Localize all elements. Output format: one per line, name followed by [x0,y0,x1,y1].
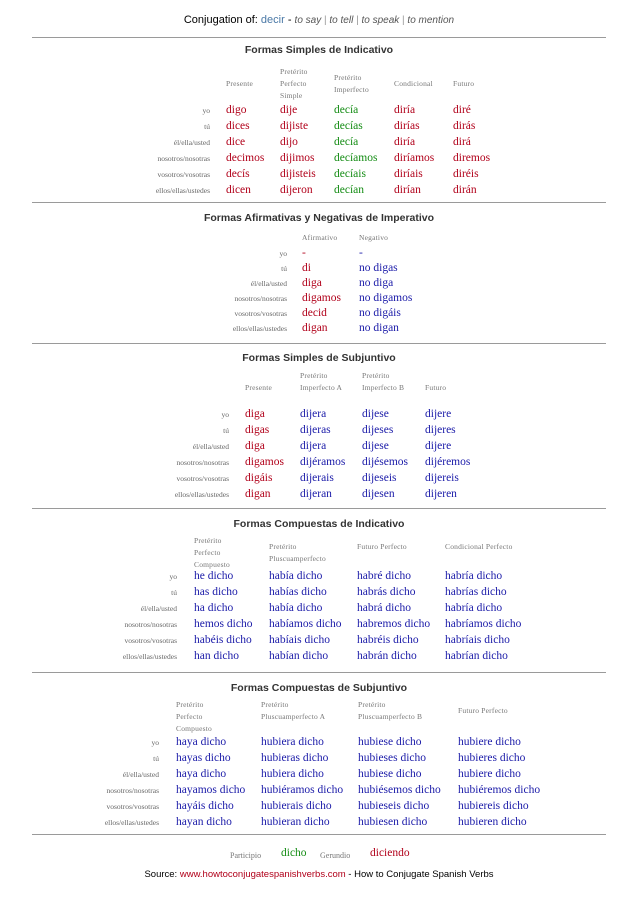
conjugation-cell: habremos dicho [357,618,431,630]
conjugation-cell: habrán dicho [357,650,417,662]
conjugation-cell: habrías dicho [445,586,507,598]
column-header: Futuro [425,383,447,392]
page-header [0,14,638,26]
pronoun-label: ellos/ellas/ustedes [174,490,229,499]
conjugation-cell: dijeren [425,488,457,500]
pronoun-label: nosotros/nosotras [124,620,177,629]
conjugation-cell: han dicho [194,650,240,662]
conjugation-cell: decía [334,104,359,116]
pronoun-label: vosotros/vosotras [106,802,159,811]
column-header: Negativo [359,233,389,242]
conjugation-cell: dijera [300,408,327,420]
column-header: Pretérito Imperfecto B [362,371,405,392]
conjugation-cell: dijereis [425,472,459,484]
conjugation-cell: diríais [394,168,423,180]
conjugation-cell: haya dicho [176,736,227,748]
conjugation-cell: dirás [453,120,476,132]
conjugation-cell: habría dicho [445,602,503,614]
column-header: Presente [226,79,254,88]
pronoun-label: tú [281,264,287,273]
column-header: Pretérito Pluscuamperfecto B [358,700,423,721]
column-header: Pretérito Pluscuamperfecto [269,542,326,563]
conjugation-cell: diremos [453,152,491,164]
imperative-negative-cell: no diga [359,277,394,289]
pronoun-label: nosotros/nosotras [157,154,210,163]
section-title-imperativo: Formas Afirmativas y Negativas de Imperativo [203,212,435,224]
conjugation-cell: dirían [394,184,421,196]
conjugation-cell: hayáis dicho [176,800,234,812]
conjugation-cell: hayan dicho [176,816,232,828]
conjugation-cell: he dicho [194,570,234,582]
conjugation-cell: dirías [394,120,420,132]
conjugation-cell: hubiere dicho [458,736,521,748]
imperative-affirmative-cell: - [302,247,306,259]
separator-2: | [353,15,362,26]
imperative-affirmative-cell: diga [302,277,322,289]
pronoun-label: yo [202,106,210,115]
pronoun-label: vosotros/vosotras [157,170,210,179]
source-link[interactable]: www.howtoconjugatespanishverbs.com [179,869,346,880]
column-header: Pretérito Perfecto Compuesto [194,536,230,569]
header-prefix: Conjugation of: [183,14,261,26]
conjugation-cell: había dicho [269,602,323,614]
conjugation-cell: dijeses [362,424,394,436]
conjugation-cell: digan [245,488,271,500]
imperative-negative-cell: no digamos [359,292,413,304]
conjugation-cell: digamos [245,456,284,468]
conjugation-cell: habríais dicho [445,634,510,646]
pronoun-label: yo [279,249,287,258]
pronoun-label: ellos/ellas/ustedes [232,324,287,333]
conjugation-cell: habré dicho [357,570,411,582]
conjugation-cell: digas [245,424,270,436]
conjugation-cell: dijo [280,136,298,148]
conjugation-cell: hemos dicho [194,618,253,630]
divider [32,834,606,835]
conjugation-cell: habías dicho [269,586,327,598]
conjugation-cell: habían dicho [269,650,329,662]
conjugation-cell: hayamos dicho [176,784,246,796]
conjugation-cell: dijimos [280,152,315,164]
conjugation-cell: diga [245,440,265,452]
conjugation-cell: decís [226,168,250,180]
conjugation-cell: dijeron [280,184,313,196]
conjugation-cell: dije [280,104,298,116]
conjugation-cell: hubiese dicho [358,736,422,748]
pronoun-label: nosotros/nosotras [106,786,159,795]
conjugation-cell: dice [226,136,246,148]
conjugation-cell: digo [226,104,247,116]
conjugation-cell: hayas dicho [176,752,231,764]
column-header: Presente [245,383,273,392]
conjugation-cell: dijeres [425,424,456,436]
column-header: Pretérito Perfecto Simple [280,67,308,100]
pronoun-label: yo [169,572,177,581]
conjugation-cell: diríamos [394,152,435,164]
meaning-3: to speak [361,15,400,26]
conjugation-cell: hubieras dicho [261,752,329,764]
conjugation-cell: dijeseis [362,472,397,484]
conjugation-cell: dijeras [300,424,331,436]
conjugation-cell: diría [394,136,416,148]
divider [32,202,606,203]
conjugation-cell: hubiese dicho [358,768,422,780]
conjugation-cell: decimos [226,152,265,164]
conjugation-cell: has dicho [194,586,238,598]
conjugation-cell: habíamos dicho [269,618,342,630]
conjugation-cell: hubieres dicho [458,752,526,764]
pronoun-label: él/ella/usted [250,279,287,288]
conjugation-cell: hubiereis dicho [458,800,529,812]
conjugation-cell: hubiéramos dicho [261,784,344,796]
pronoun-label: tú [223,426,229,435]
column-header: Futuro [453,79,475,88]
gerundio-value: diciendo [370,847,410,859]
conjugation-cell: decíamos [334,152,378,164]
conjugation-cell: digáis [245,472,273,484]
conjugation-cell: diría [394,104,416,116]
imperative-negative-cell: no digáis [359,307,401,319]
separator-3: | [399,15,408,26]
conjugation-cell: dijesen [362,488,395,500]
conjugation-cell: habíais dicho [269,634,330,646]
conjugation-cell: hubiera dicho [261,736,324,748]
conjugation-cell: hubieran dicho [261,816,330,828]
pronoun-label: él/ella/usted [140,604,177,613]
meaning-1: to say [294,15,322,26]
column-header: Futuro Perfecto [458,706,508,715]
header-dash: - [284,14,295,26]
conjugation-cell: dijese [362,408,389,420]
imperative-affirmative-cell: digan [302,322,328,334]
column-header: Pretérito Pluscuamperfecto A [261,700,326,721]
conjugation-cell: diréis [453,168,479,180]
conjugation-cell: dirá [453,136,471,148]
conjugation-cell: habría dicho [445,570,503,582]
conjugation-cell: dijere [425,440,452,452]
conjugation-cell: diga [245,408,265,420]
conjugation-cell: ha dicho [194,602,234,614]
pronoun-label: él/ella/usted [173,138,210,147]
meaning-4: to mention [407,15,455,26]
conjugation-cell: hubierais dicho [261,800,332,812]
header-verb: decir [260,14,285,26]
pronoun-label: yo [151,738,159,747]
pronoun-label: tú [204,122,210,131]
divider [32,508,606,509]
column-header: Afirmativo [302,233,338,242]
pronoun-label: ellos/ellas/ustedes [104,818,159,827]
column-header: Futuro Perfecto [357,542,407,551]
conjugation-cell: había dicho [269,570,323,582]
conjugation-cell: dijeran [300,488,332,500]
pronoun-label: nosotros/nosotras [234,294,287,303]
conjugation-cell: habríamos dicho [445,618,522,630]
conjugation-cell: hubieren dicho [458,816,527,828]
pronoun-label: él/ella/usted [122,770,159,779]
imperative-affirmative-cell: digamos [302,292,341,304]
conjugation-cell: haya dicho [176,768,227,780]
conjugation-cell: habréis dicho [357,634,419,646]
section-title-indicativo: Formas Simples de Indicativo [244,44,394,56]
imperative-negative-cell: no digas [359,262,398,274]
section-title-subjuntivo: Formas Simples de Subjuntivo [242,352,396,364]
source-line [0,869,638,880]
conjugation-cell: decían [334,184,365,196]
pronoun-label: vosotros/vosotras [234,309,287,318]
conjugation-cell: habrá dicho [357,602,411,614]
pronoun-label: tú [171,588,177,597]
conjugation-cell: decías [334,120,363,132]
conjugation-cell: dijéremos [425,456,471,468]
meaning-2: to tell [329,15,354,26]
source-suffix: - How to Conjugate Spanish Verbs [345,869,494,880]
conjugation-cell: decía [334,136,359,148]
imperative-negative-cell: no digan [359,322,399,334]
column-header: Condicional [394,79,433,88]
pronoun-label: nosotros/nosotras [176,458,229,467]
conjugation-cell: diré [453,104,471,116]
conjugation-cell: hubiésemos dicho [358,784,441,796]
conjugation-cell: dijese [362,440,389,452]
participio-value: dicho [281,847,307,859]
conjugation-cell: dijésemos [362,456,408,468]
pronoun-label: yo [221,410,229,419]
participio-label: Participio [230,851,262,860]
pronoun-label: ellos/ellas/ustedes [122,652,177,661]
separator-1: | [321,15,330,26]
conjugation-cell: dijerais [300,472,334,484]
conjugation-cell: hubiéremos dicho [458,784,541,796]
section-title-compuestas-indicativo: Formas Compuestas de Indicativo [233,518,405,530]
section-title-compuestas-subjuntivo: Formas Compuestas de Subjuntivo [230,682,408,694]
conjugation-cell: dijéramos [300,456,346,468]
conjugation-cell: hubiere dicho [458,768,521,780]
conjugation-cell: hubiesen dicho [358,816,428,828]
pronoun-label: vosotros/vosotras [176,474,229,483]
conjugation-cell: habrás dicho [357,586,416,598]
conjugation-cell: dices [226,120,250,132]
conjugation-cell: hubieses dicho [358,752,427,764]
conjugation-cell: dijiste [280,120,309,132]
conjugation-cell: hubieseis dicho [358,800,430,812]
conjugation-cell: habéis dicho [194,634,252,646]
imperative-affirmative-cell: decid [302,307,327,319]
conjugation-cell: decíais [334,168,366,180]
divider [32,672,606,673]
conjugation-cell: dijera [300,440,327,452]
conjugation-cell: dicen [226,184,251,196]
pronoun-label: tú [153,754,159,763]
imperative-negative-cell: - [359,247,363,259]
conjugation-cell: dirán [453,184,477,196]
divider [32,37,606,38]
divider [32,343,606,344]
pronoun-label: vosotros/vosotras [124,636,177,645]
pronoun-label: ellos/ellas/ustedes [155,186,210,195]
source-prefix: Source: [144,869,180,880]
pronoun-label: él/ella/usted [192,442,229,451]
column-header: Condicional Perfecto [445,542,513,551]
imperative-affirmative-cell: di [302,262,311,274]
conjugation-cell: habrían dicho [445,650,508,662]
column-header: Pretérito Imperfecto [334,73,369,94]
gerundio-label: Gerundio [320,851,351,860]
conjugation-cell: dijisteis [280,168,316,180]
column-header: Pretérito Perfecto Compuesto [176,700,212,733]
column-header: Pretérito Imperfecto A [300,371,343,392]
conjugation-cell: hubiera dicho [261,768,324,780]
conjugation-cell: dijere [425,408,452,420]
